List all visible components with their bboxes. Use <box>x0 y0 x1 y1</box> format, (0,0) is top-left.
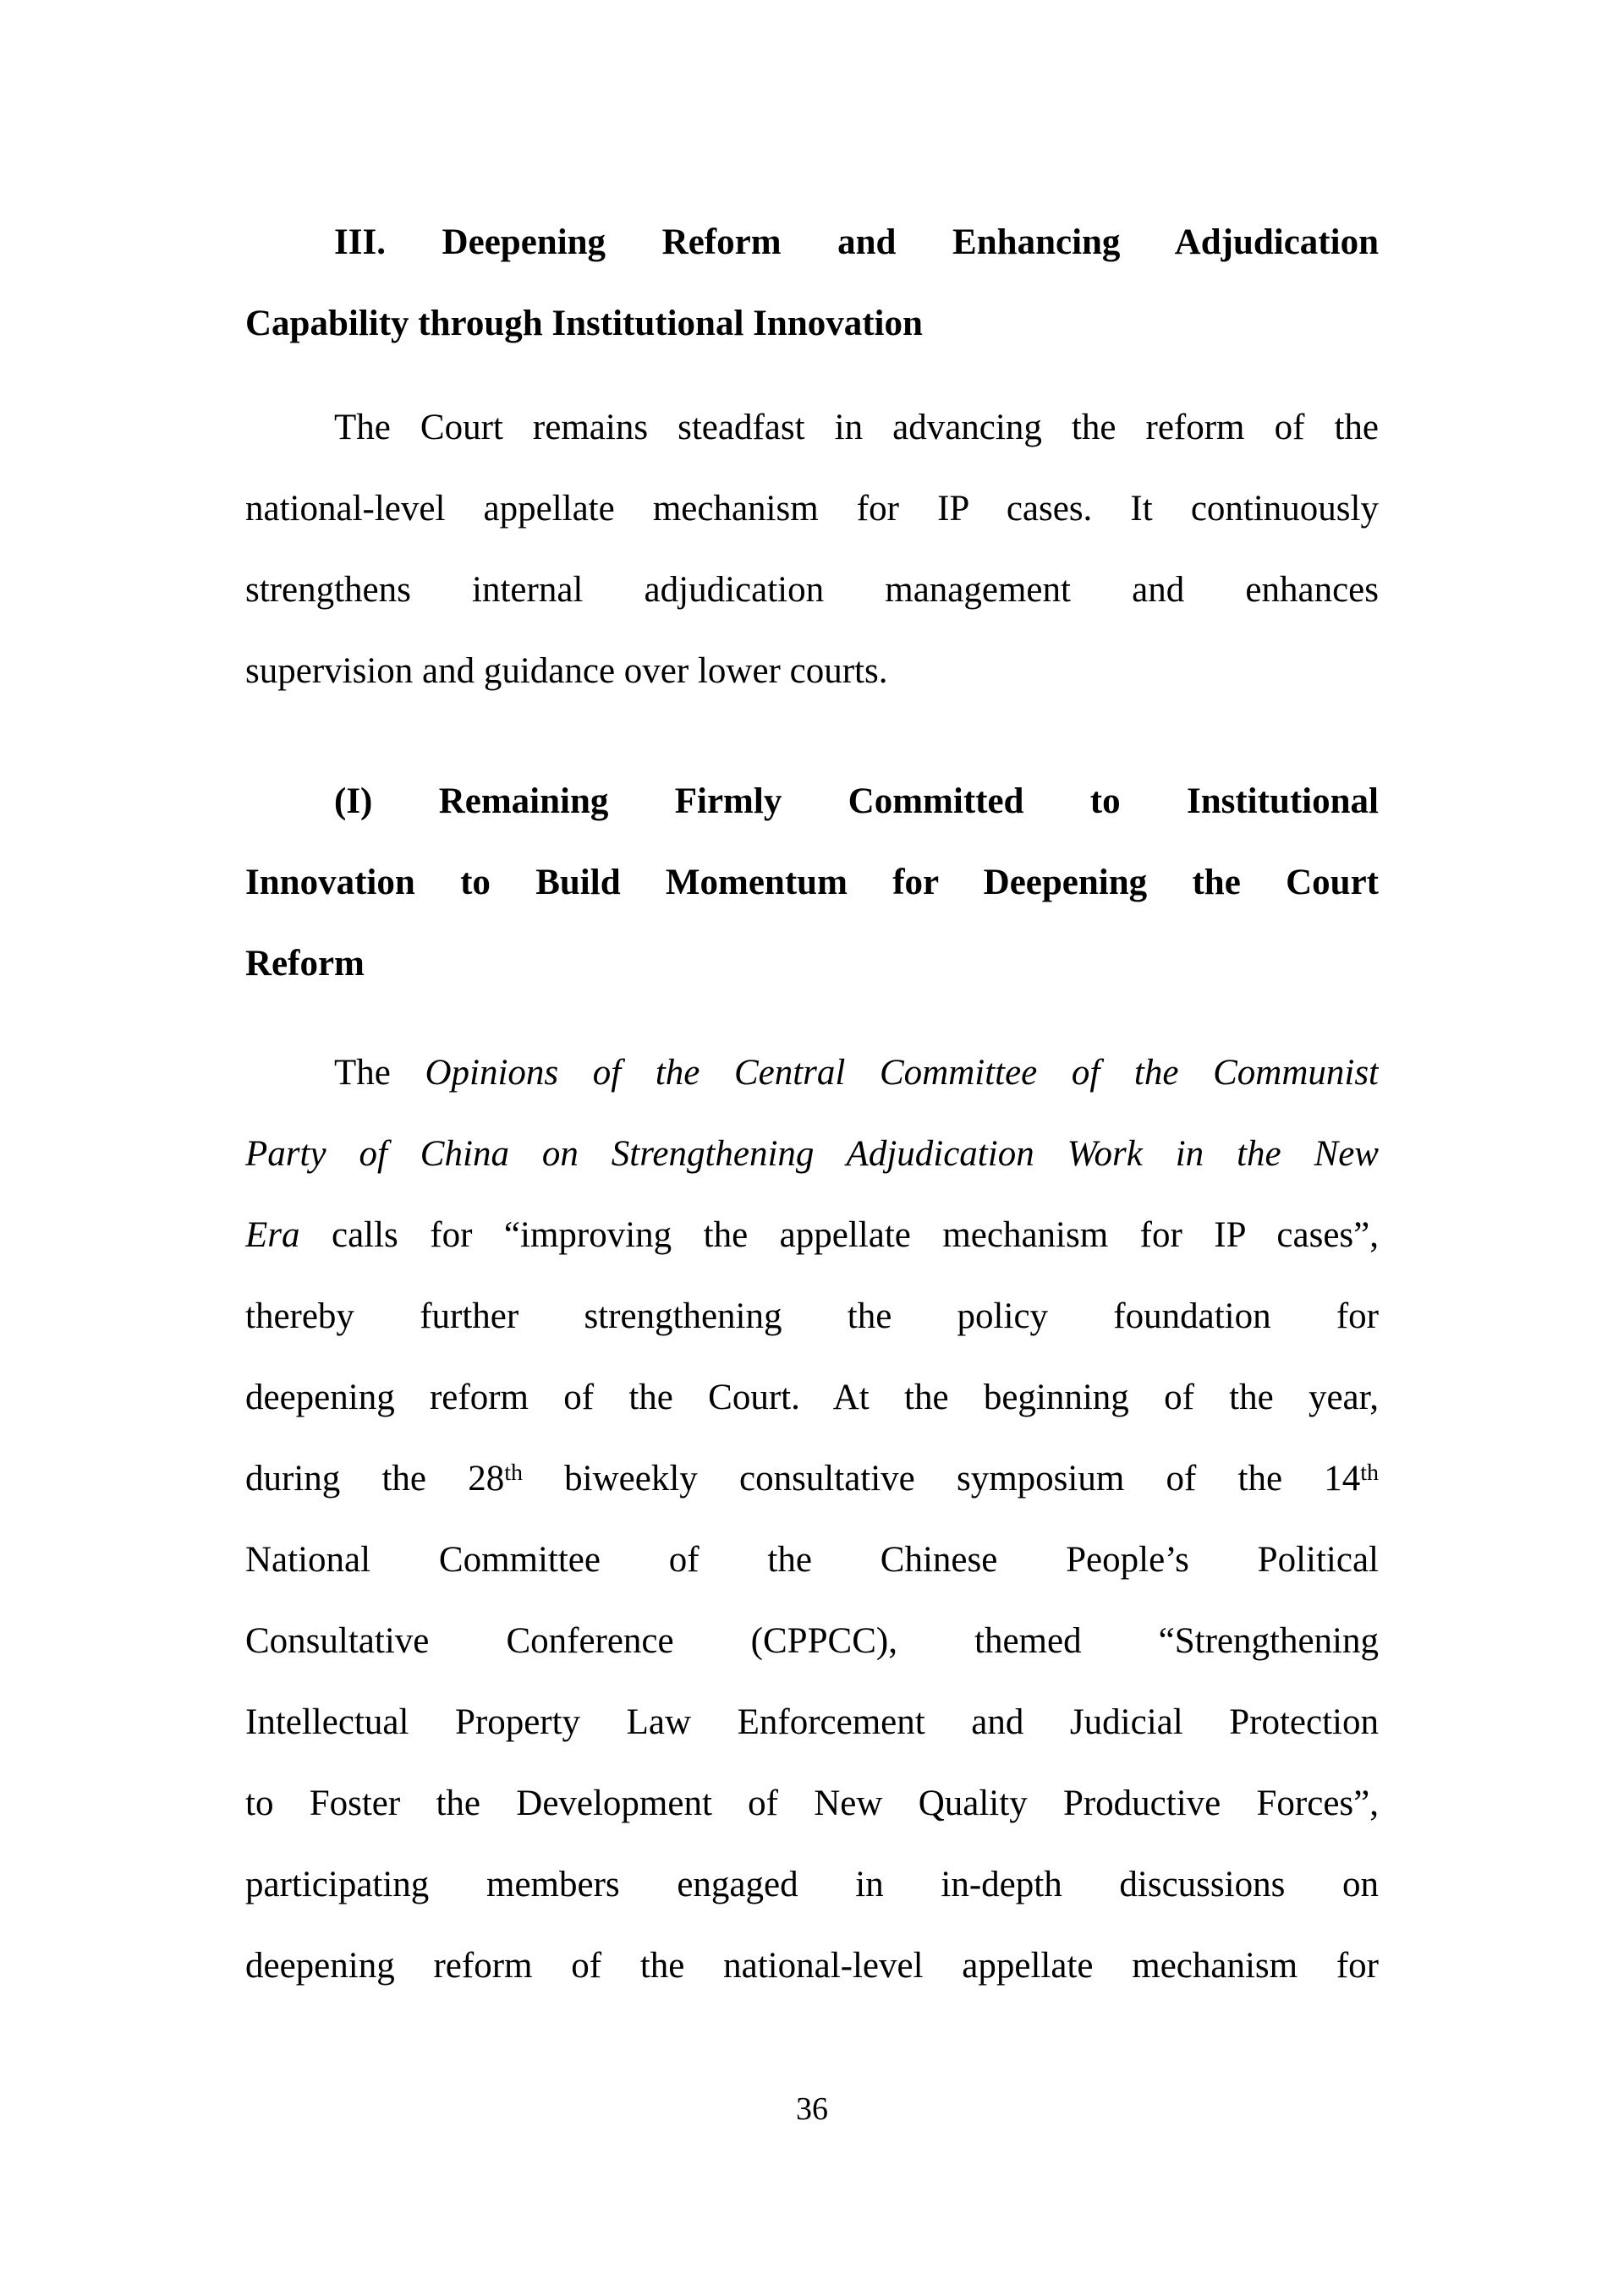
heading-line: Reform <box>245 944 365 984</box>
text-segment: The <box>334 1053 425 1093</box>
text-line: strengthens internal adjudication management and enhances <box>245 570 1379 610</box>
text-line: supervision and guidance over lower courts. <box>245 651 888 691</box>
paragraph-opinions-reform <box>245 1033 1379 2007</box>
text-segment: calls for “improving the appellate mechanism for IP cases”, <box>299 1215 1379 1255</box>
heading-line: Innovation to Build Momentum for Deepening the Court <box>245 863 1379 902</box>
cited-title-line: Party of China on Strengthening Adjudication Work in the New <box>245 1134 1379 1174</box>
paragraph-court-steadfast <box>245 387 1379 712</box>
page-number: 36 <box>796 2091 828 2127</box>
heading-line: III. Deepening Reform and Enhancing Adjudication <box>334 222 1379 262</box>
section-heading-iii <box>245 202 1379 364</box>
text-line: to Foster the Development of New Quality Productive Forces”, <box>245 1784 1379 1823</box>
text-line <box>245 1195 1379 1276</box>
heading-line: Capability through Institutional Innovation <box>245 304 923 343</box>
text-segment: biweekly consultative symposium of the 14 <box>522 1459 1361 1499</box>
cited-title-segment: Era <box>245 1215 300 1255</box>
text-line: thereby further strengthening the policy foundation for <box>245 1296 1379 1336</box>
text-line: Consultative Conference (CPPCC), themed “Strengthening <box>245 1621 1379 1661</box>
superscript-ordinal: th <box>1360 1460 1379 1487</box>
text-line: participating members engaged in in-depth discussions on <box>245 1865 1379 1904</box>
superscript-ordinal: th <box>504 1460 523 1487</box>
text-segment: during the 28 <box>245 1459 505 1499</box>
text-line: National Committee of the Chinese People’s Political <box>245 1540 1379 1580</box>
page-content <box>245 202 1379 2007</box>
text-line <box>245 1438 1379 1520</box>
heading-line: (I) Remaining Firmly Committed to Institutional <box>334 781 1379 821</box>
subsection-heading-i <box>245 761 1379 1005</box>
cited-title-segment: Opinions of the Central Committee of the Communist <box>425 1053 1379 1093</box>
text-line: Intellectual Property Law Enforcement and Judicial Protection <box>245 1702 1379 1742</box>
text-line: national-level appellate mechanism for IP cases. It continuously <box>245 489 1379 529</box>
text-line: The Court remains steadfast in advancing the reform of the <box>334 408 1379 447</box>
text-line <box>245 1033 1379 1114</box>
text-line: deepening reform of the Court. At the beginning of the year, <box>245 1378 1379 1417</box>
text-line: deepening reform of the national-level appellate mechanism for <box>245 1946 1379 1986</box>
